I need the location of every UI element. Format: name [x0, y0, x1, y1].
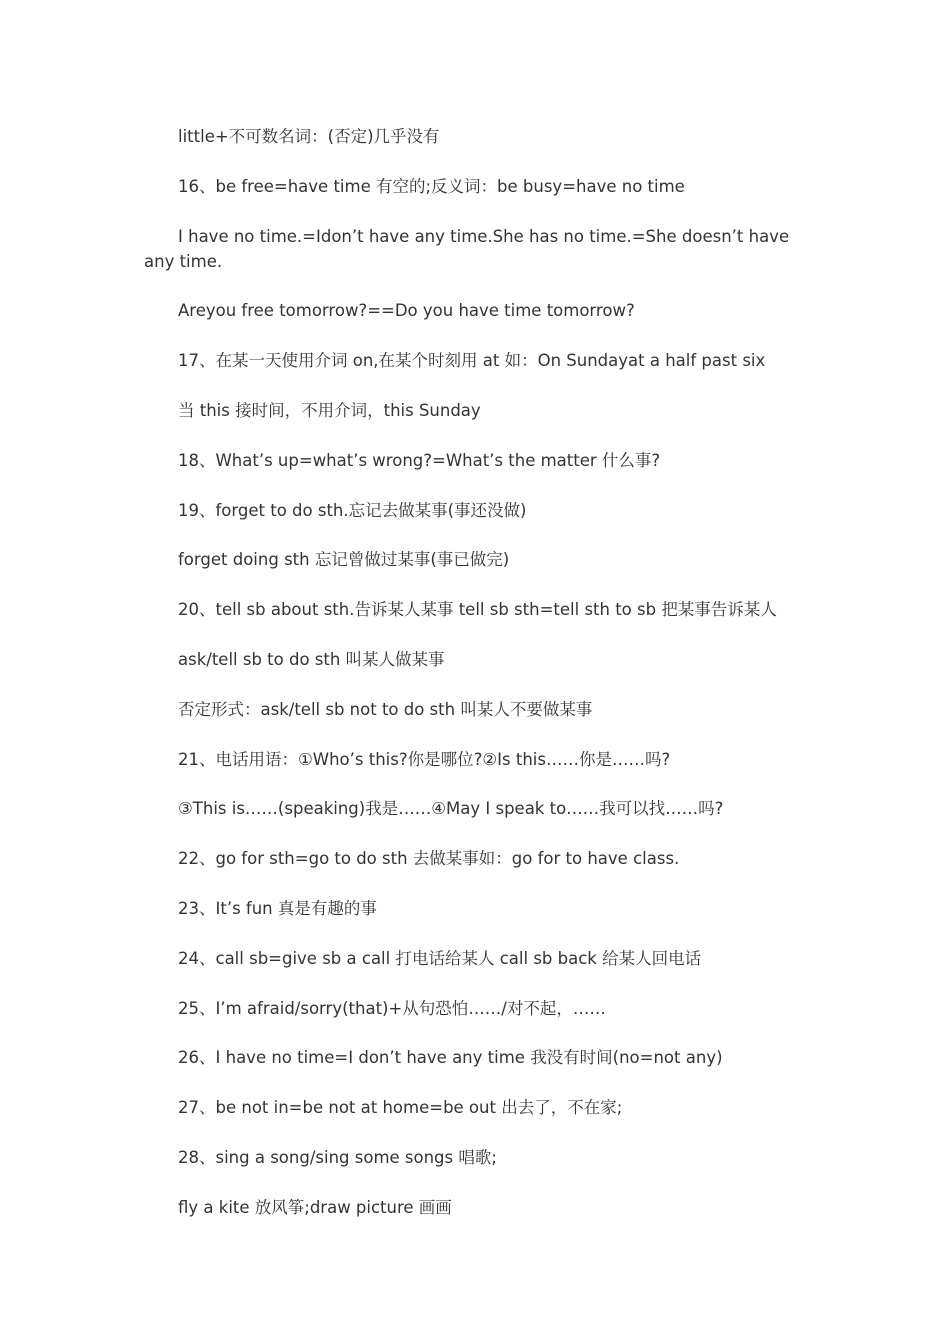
paragraph-ask-tell-to-do: ask/tell sb to do sth 叫某人做某事	[178, 649, 445, 669]
paragraph-free-tomorrow: Areyou free tomorrow?==Do you have time tomorrow?	[178, 301, 635, 321]
paragraph-20-tell-sb: 20、tell sb about sth.告诉某人某事 tell sb sth=tell sth to sb 把某事告诉某人	[178, 600, 777, 620]
paragraph-ask-tell-negative: 否定形式：ask/tell sb not to do sth 叫某人不要做某事	[178, 699, 593, 719]
paragraph-little-uncountable: little+不可数名词：(否定)几乎没有	[178, 127, 440, 146]
paragraph-26-no-time: 26、I have no time=I don’t have any time 我没有时间(no=not any)	[178, 1048, 723, 1068]
paragraph-forget-doing: forget doing sth 忘记曾做过某事(事已做完)	[178, 550, 510, 570]
paragraph-22-go-for: 22、go for sth=go to do sth 去做某事如：go for to have class.	[178, 849, 680, 869]
paragraph-24-call-sb: 24、call sb=give sb a call 打电话给某人 call sb back 给某人回电话	[178, 948, 702, 968]
paragraph-21-phone-phrases: 21、电话用语：①Who’s this?你是哪位?②Is this……你是……吗?	[178, 749, 671, 769]
paragraph-27-be-not-in: 27、be not in=be not at home=be out 出去了，不在家;	[178, 1098, 623, 1118]
paragraph-28-sing-a-song: 28、sing a song/sing some songs 唱歌;	[178, 1147, 497, 1167]
paragraph-25-afraid-sorry: 25、I’m afraid/sorry(that)+从句恐怕……/对不起，……	[178, 998, 606, 1018]
paragraph-fly-a-kite: fly a kite 放风筝;draw picture 画画	[178, 1197, 452, 1217]
paragraph-phone-phrases-cont: ③This is……(speaking)我是……④May I speak to……我可以找……吗?	[178, 799, 724, 819]
paragraph-18-whats-up: 18、What’s up=what’s wrong?=What’s the matter 什么事?	[178, 450, 661, 470]
paragraph-23-its-fun: 23、It’s fun 真是有趣的事	[178, 898, 377, 918]
paragraph-19-forget-to-do: 19、forget to do sth.忘记去做某事(事还没做)	[178, 500, 527, 520]
paragraph-16-be-free: 16、be free=have time 有空的;反义词：be busy=have no time	[178, 176, 685, 196]
paragraph-17-prepositions: 17、在某一天使用介词 on,在某个时刻用 at 如：On Sundayat a half past six	[178, 351, 766, 371]
document-body	[144, 124, 804, 1245]
paragraph-this-time: 当 this 接时间，不用介词，this Sunday	[178, 400, 481, 420]
paragraph-no-time-example: I have no time.=Idon’t have any time.She has no time.=She doesn’t have any time.	[144, 226, 790, 271]
